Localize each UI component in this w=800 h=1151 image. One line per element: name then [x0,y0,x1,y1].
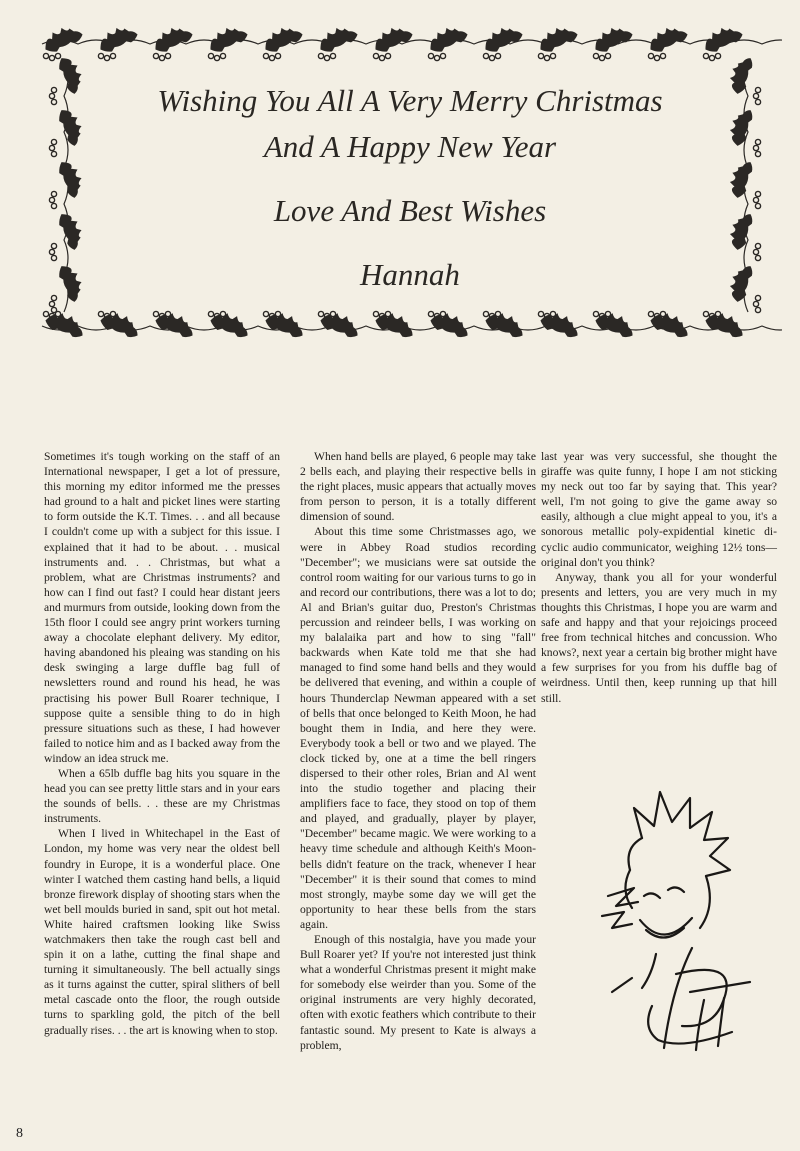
holly-leaf-icon [153,307,198,341]
holly-leaf-icon [480,21,525,55]
holly-berries-icon [49,243,56,260]
holly-leaf-icon [260,21,305,55]
holly-berries-icon [428,53,445,60]
holly-leaf-icon [56,210,87,252]
holly-berries-icon [43,53,60,60]
holly-berries-icon [373,53,390,60]
holly-leaf-icon [95,21,140,55]
holly-leaf-icon [590,21,635,55]
holly-leaf-icon [703,307,748,341]
holly-leaf-icon [318,307,363,341]
holly-leaf-icon [56,54,87,96]
paragraph: When a 65lb duffle bag hits you square in the head you can see pretty little stars and in your ears the sounds of bells. . . these are my Christmas instruments. [44,766,280,826]
greeting-line-1: Wishing You All A Very Merry Christmas [157,83,663,118]
paragraph: Sometimes it's tough working on the staff of an International newspaper, I get a lot of pressure, this morning my editor informed me the presses had ground to a halt and picket lines were starting to form outside the K.T. Times. . . and all because I couldn't come up with a subject for this issue. I explained that it had to be about. . . musical instruments and. . . Christmas, but what a problem, what are Christmas instruments? and how can I find out fast? I could hear distant jeers and murmurs from outside, looking down from the 15th floor I could see angry print workers turning away a chocolate elephant delivery. My editor, having abandoned his pleaing was standing on his desk swinging a large duffle bag full of newsletters round and round his head, he was practising his power Bull Roarer technique, I suppose quite a sensible thing to do in high pressure situations such as these, I had however failed to notice him and as I backed away from the window an idea struck me. [44,450,280,765]
holly-leaf-icon [373,307,418,341]
holly-berries-icon [648,53,665,60]
holly-leaf-icon [56,158,87,200]
holly-berries-icon [153,53,170,60]
paragraph: About this time some Christmasses ago, we were in Abbey Road studios recording "December"; we musicians were sat outside the control room waiting for our various turns to go in and record our contributions, there was a lot to do; Al and Brian's guitar duo, Preston's Christmas percussion and reindeer bells, I was working on my balalaika part and how to sing "fall" backwards when Kate told me that she had managed to find some hand bells and they would be delivered that evening, and within a couple of hours Thunderclap Newman appeared with a set of bells that once belonged to Keith Moon, he had bought them in India, and here they were. Everybody took a bell or two and we played. The clock ticked by, one at a time the bell ringers dispersed to their other roles, Brian and Al went into the studio together and placing their amplifiers face to face, they stood on top of them and played, and gradually, player by player, "December" became magic. We were working to a heavy time schedule and although Keith's Moon-bells didn't feature on the track, whenever I hear "December" it is their sound that comes to mind most strongly, maybe some day we will get the opportunity to hear these bells from the stars again. [300,525,536,931]
holly-leaf-icon [535,21,580,55]
paragraph: Anyway, thank you all for your wonderful presents and letters, you are very much in my thoughts this Christmas, I hope you are warm and safe and happy and that your rejoicings proceed free from technical hitches and concussion. Who knows?, next year a certain big brother might have a few surprises for you from his duffle bag of weirdness. Until then, keep running up that hill still. [541,570,777,705]
holly-leaf-icon [428,307,473,341]
holly-leaf-icon [425,21,470,55]
holly-berries-icon [753,139,760,156]
holly-leaf-icon [40,21,85,55]
holly-leaf-icon [483,307,528,341]
article-column-3 [541,449,777,706]
holly-berries-icon [753,295,760,312]
holly-berries-icon [753,243,760,260]
page-number: 8 [16,1126,23,1141]
holly-berries-icon [483,53,500,60]
greeting-line-2: And A Happy New Year [263,129,557,164]
holly-leaf-icon [593,307,638,341]
holly-leaf-icon [150,21,195,55]
holly-leaf-icon [263,307,308,341]
paragraph: Enough of this nostalgia, have you made your Bull Roarer yet? If you're not interested just think what a wonderful Christmas present it might make for somebody else weirder than you. Some of the original instruments are very highly decorated, often with exotic feathers which contribute to their fantastic sound. My present to Kate is always a problem, [300,933,536,1052]
holly-berries-icon [49,191,56,208]
holly-leaf-icon [648,307,693,341]
holly-berries-icon [753,87,760,104]
holly-leaf-icon [208,307,253,341]
holly-berries-icon [593,53,610,60]
article-column-1 [44,449,280,1038]
paragraph: last year was very successful, she thought the giraffe was quite funny, I hope I am not sticking my neck out too far by saying that. This year? well, I'm not going to give the game away so easily, although a clue might appeal to you, it's a sonorous metallic poly-expidential kinetic di-cyclic audio communicator, weighing 12½ tons—original don't you think? [541,450,777,569]
holly-berries-icon [703,53,720,60]
holly-leaf-icon [700,21,745,55]
holly-berries-icon [753,191,760,208]
holly-berries-icon [208,53,225,60]
holly-leaf-icon [56,262,87,304]
holly-leaf-icon [370,21,415,55]
holly-berries-icon [49,139,56,156]
holly-leaf-icon [56,106,87,148]
holly-berries-icon [538,53,555,60]
greeting-signoff-hannah: Hannah [360,257,460,292]
holly-leaf-icon [538,307,583,341]
holly-berries-icon [49,87,56,104]
holly-berries-icon [263,53,280,60]
christmas-greeting [90,78,730,298]
holly-leaf-icon [315,21,360,55]
holly-berries-icon [318,53,335,60]
paragraph: When I lived in Whitechapel in the East of London, my home was very near the oldest bell foundry in Europe, it is a wonderful place. One winter I watched them casting hand bells, a liquid bronze firework display of shooting stars when the wet bell moulds buried in sand, spit out hot metal. White haired craftsmen looking like Swiss watchmakers then take the rough cast bell and spin it on a lathe, cutting the final shape and turning it simultaneously. The bell actually sings as it turns against the cutter, spiral slithers of bell metal cascade onto the floor, the rough outside turns to sparkling gold, the pitch of the bell gradually rises. . . the art is knowing when to stop. [44,827,280,1037]
handwritten-signature-sketch [572,778,772,1068]
holly-leaf-icon [205,21,250,55]
holly-berries-icon [98,53,115,60]
holly-berries-icon [49,295,56,312]
greeting-line-3: Love And Best Wishes [273,193,547,228]
article-column-2 [300,449,536,1053]
holly-leaf-icon [98,307,143,341]
holly-leaf-icon [645,21,690,55]
holly-leaf-icon [43,307,88,341]
paragraph: When hand bells are played, 6 people may take 2 bells each, and playing their respective bells in the right places, music appears that actually moves from person to person, it is a totally different dimension of sound. [300,450,536,524]
